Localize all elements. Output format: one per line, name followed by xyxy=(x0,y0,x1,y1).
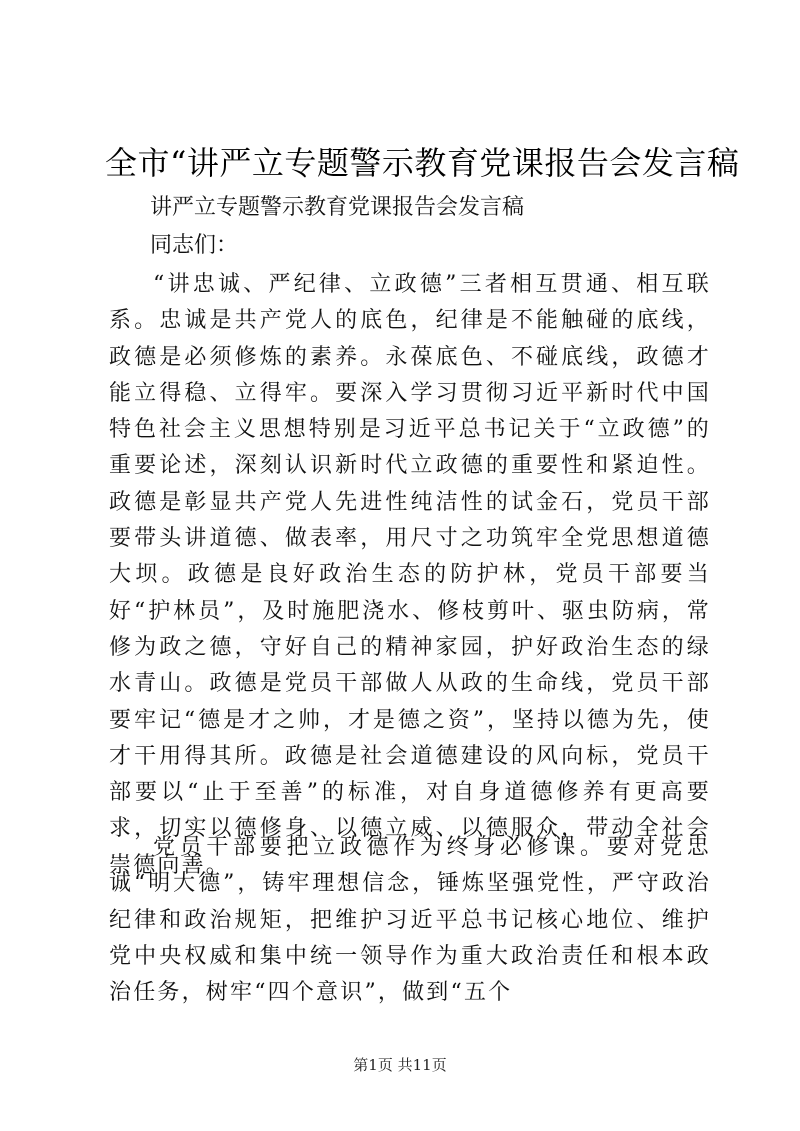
body-paragraph-2: 党员干部要把立政德作为终身必修课。要对党忠诚“明大德”，铸牢理想信念，锤炼坚强党性，严守政治纪律和政治规矩，把维护习近平总书记核心地位、维护党中央权威和集中统一领导作为重大政治责任和根本政治任务，树牢“四个意识”，做到“五个 xyxy=(109,835,711,1006)
document-subtitle: 讲严立专题警示教育党课报告会发言稿 xyxy=(150,195,525,220)
greeting: 同志们： xyxy=(150,233,239,258)
page-footer: 第1页 共11页 xyxy=(353,1056,447,1074)
body-paragraph-1: “讲忠诚、严纪律、立政德”三者相互贯通、相互联系。忠诚是共产党人的底色，纪律是不能触碰的底线，政德是必须修炼的素养。永葆底色、不碰底线，政德才能立得稳、立得牢。要深入学习贯彻习近平新时代中国特色社会主义思想特别是习近平总书记关于“立政德”的重要论述，深刻认识新时代立政德的重要性和紧迫性。政德是彰显共产党人先进性纯洁性的试金石，党员干部要带头讲道德、做表率，用尺寸之功筑牢全党思想道德大坝。政德是良好政治生态的防护林，党员干部要当好“护林员”，及时施肥浇水、修枝剪叶、驱虫防病，常修为政之德，守好自己的精神家园，护好政治生态的绿水青山。政德是党员干部做人从政的生命线，党员干部要牢记“德是才之帅，才是德之资”，坚持以德为先，使才干用得其所。政德是社会道德建设的风向标，党员干部要以“止于至善”的标准，对自身道德修养有更高要求，切实以德修身、以德立威、以德服众，带动全社会崇德向善。 xyxy=(109,272,711,878)
document-title: 全市“讲严立专题警示教育党课报告会发言稿 xyxy=(105,144,740,182)
